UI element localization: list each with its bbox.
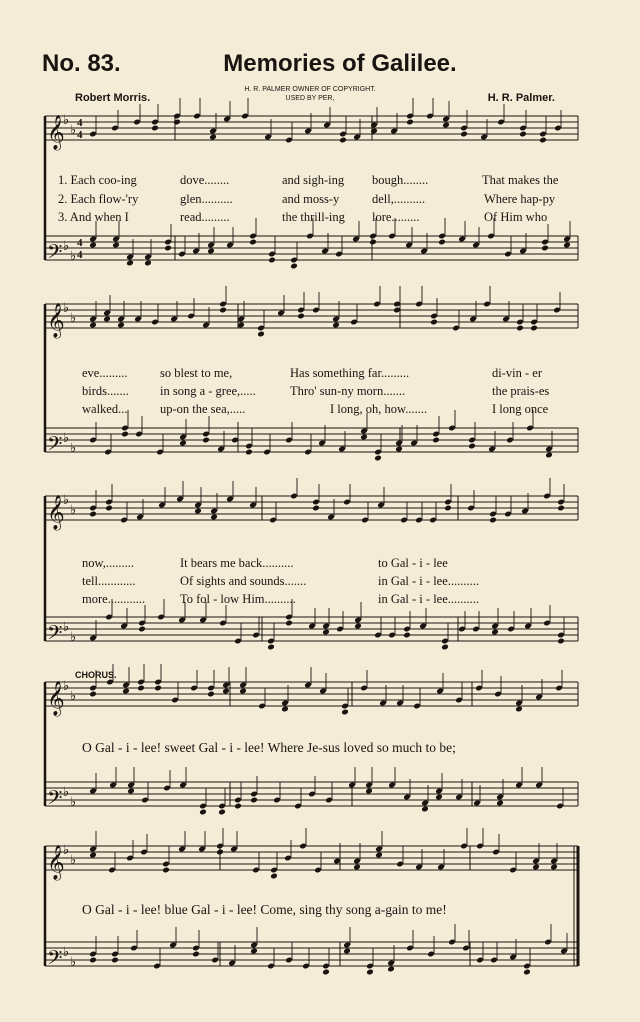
notehead [207, 248, 215, 255]
lyric: more............ [82, 592, 146, 606]
notehead [218, 809, 226, 816]
time-signature: 4 [77, 117, 83, 129]
words-credit: Robert Morris. [75, 92, 151, 104]
flat-sign: ♭ [63, 944, 70, 959]
treble-clef: 𝄞 [47, 681, 65, 716]
flat-sign: ♭ [70, 248, 77, 263]
lyric: tell............ [82, 574, 136, 588]
notehead [257, 331, 265, 338]
notehead [557, 505, 565, 512]
flat-sign: ♭ [70, 440, 77, 455]
lyric: 1. Each coo-ing [58, 173, 137, 187]
lyric: I long, oh, how....... [330, 402, 428, 416]
copyright-line-1: H. R. PALMER OWNER OF COPYRIGHT. [244, 86, 376, 93]
notehead [332, 322, 340, 329]
flat-sign: ♭ [70, 502, 77, 517]
notehead [210, 514, 218, 521]
notehead [89, 957, 97, 964]
treble-clef: 𝄞 [47, 115, 65, 150]
lyric: 2. Each flow-'ry [58, 192, 139, 206]
notehead [164, 245, 172, 252]
flat-sign: ♭ [63, 678, 70, 693]
notehead [523, 969, 531, 976]
notehead [173, 119, 181, 126]
lyric: glen.......... [180, 192, 233, 206]
lyric: up-on the sea,..... [160, 402, 246, 416]
flat-sign: ♭ [70, 122, 77, 137]
notehead [199, 809, 207, 816]
notehead [179, 440, 187, 447]
notehead [406, 119, 414, 126]
notehead [442, 122, 450, 129]
lyric: birds....... [82, 384, 129, 398]
lyric: and sigh-ing [282, 173, 345, 187]
notehead [89, 511, 97, 518]
notehead [126, 260, 134, 267]
notehead [268, 257, 276, 264]
flat-sign: ♭ [63, 784, 70, 799]
lyric: the prais-es [492, 384, 550, 398]
lyric: di-vin - er [492, 366, 542, 380]
notehead [421, 806, 429, 813]
notehead [222, 688, 230, 695]
notehead [557, 638, 565, 645]
notehead [219, 307, 227, 314]
notehead [365, 788, 373, 795]
notehead [234, 803, 242, 810]
notehead [403, 632, 411, 639]
notehead [270, 873, 278, 880]
lyric: bough........ [372, 173, 429, 187]
notehead [519, 131, 527, 138]
lyric: It bears me back.......... [180, 556, 294, 570]
notehead [111, 957, 119, 964]
lyric: Of sights and sounds....... [180, 574, 307, 588]
notehead [144, 260, 152, 267]
notehead [374, 455, 382, 462]
notehead [89, 322, 97, 329]
notehead [441, 644, 449, 651]
notehead [202, 437, 210, 444]
flat-sign: ♭ [70, 954, 77, 969]
notehead [541, 245, 549, 252]
treble-clef: 𝄞 [47, 303, 65, 338]
notehead [515, 706, 523, 713]
lyric: to Gal - i - lee [378, 556, 448, 570]
hymn-title: Memories of Galilee. [223, 50, 457, 77]
notehead [209, 134, 217, 141]
chorus-lyric-1: O Gal - i - lee! sweet Gal - i - lee! Where Je-sus loved so much to be; [82, 740, 456, 755]
notehead [496, 800, 504, 807]
lyric: walked... [82, 402, 128, 416]
bass-clef: 𝄢 [47, 621, 63, 649]
notehead [444, 505, 452, 512]
lyric: Thro' sun-ny morn....... [290, 384, 406, 398]
notehead [353, 864, 361, 871]
bass-clef: 𝄢 [47, 240, 63, 268]
notehead [341, 709, 349, 716]
lyric: Has something far......... [290, 366, 410, 380]
notehead [297, 313, 305, 320]
notehead [435, 794, 443, 801]
lyric: the thrill-ing [282, 210, 345, 224]
notehead [89, 242, 97, 249]
notehead [489, 517, 497, 524]
flat-sign: ♭ [63, 112, 70, 127]
flat-sign: ♭ [63, 842, 70, 857]
lyric: Of Him who [484, 210, 548, 224]
notehead [216, 849, 224, 856]
notehead [354, 623, 362, 630]
notehead [245, 449, 253, 456]
bass-clef: 𝄢 [47, 432, 63, 460]
notehead [438, 239, 446, 246]
notehead [103, 316, 111, 323]
flat-sign: ♭ [70, 310, 77, 325]
notehead [151, 125, 159, 132]
notehead [154, 685, 162, 692]
notehead [290, 263, 298, 270]
notehead [137, 685, 145, 692]
lyric: 3. And when I [58, 210, 129, 224]
notehead [370, 128, 378, 135]
bass-clef: 𝄢 [47, 946, 63, 974]
lyric: read......... [180, 210, 230, 224]
notehead [516, 325, 524, 332]
notehead [138, 626, 146, 633]
time-signature: 4 [77, 249, 83, 261]
flat-sign: ♭ [63, 619, 70, 634]
lyric: in Gal - i - lee.......... [378, 574, 480, 588]
notehead [366, 969, 374, 976]
notehead [360, 434, 368, 441]
lyric: so blest to me, [160, 366, 233, 380]
notehead [267, 644, 275, 651]
notehead [122, 688, 130, 695]
notehead [530, 325, 538, 332]
notehead [249, 239, 257, 246]
notehead [312, 505, 320, 512]
lyric: To fol - low Him.......... [180, 592, 296, 606]
notehead [460, 131, 468, 138]
notehead [250, 948, 258, 955]
notehead [545, 452, 553, 459]
flat-sign: ♭ [70, 688, 77, 703]
time-signature: 4 [77, 129, 83, 141]
notehead [281, 706, 289, 713]
treble-clef: 𝄞 [47, 845, 65, 880]
notehead [369, 239, 377, 246]
notehead [162, 867, 170, 874]
notehead [322, 969, 330, 976]
music-credit: H. R. Palmer. [487, 92, 555, 104]
chorus-lyric-2: O Gal - i - lee! blue Gal - i - lee! Come, sing thy song a-gain to me! [82, 902, 447, 917]
flat-sign: ♭ [70, 629, 77, 644]
lyric: eve......... [82, 366, 128, 380]
notehead [343, 948, 351, 955]
notehead [127, 788, 135, 795]
lyric: dove........ [180, 173, 230, 187]
notehead [491, 629, 499, 636]
notehead [375, 852, 383, 859]
chorus-label: CHORUS. [75, 670, 117, 680]
lyric: dell,.......... [372, 192, 426, 206]
notehead [89, 691, 97, 698]
notehead [322, 629, 330, 636]
lyric: in Gal - i - lee.......... [378, 592, 480, 606]
flat-sign: ♭ [63, 300, 70, 315]
notehead [117, 322, 125, 329]
notehead [112, 242, 120, 249]
notehead [563, 242, 571, 249]
notehead [239, 688, 247, 695]
notehead [194, 508, 202, 515]
notehead [539, 137, 547, 144]
notehead [207, 691, 215, 698]
lyric: lore......... [372, 210, 420, 224]
lyric: and moss-y [282, 192, 340, 206]
notehead [105, 505, 113, 512]
lyric: now,......... [82, 556, 134, 570]
lyric: Where hap-py [484, 192, 556, 206]
notehead [121, 431, 129, 438]
notehead [285, 620, 293, 627]
hymn-number: No. 83. [42, 50, 121, 77]
flat-sign: ♭ [63, 430, 70, 445]
notehead [532, 864, 540, 871]
notehead [395, 446, 403, 453]
flat-sign: ♭ [70, 852, 77, 867]
flat-sign: ♭ [63, 492, 70, 507]
notehead [432, 437, 440, 444]
lyric: in song a - gree,..... [160, 384, 256, 398]
flat-sign: ♭ [70, 794, 77, 809]
copyright-line-2: USED BY PER, [285, 95, 335, 102]
treble-clef: 𝄞 [47, 495, 65, 530]
notehead [89, 852, 97, 859]
lyric: I long once [492, 402, 549, 416]
bass-clef: 𝄢 [47, 786, 63, 814]
notehead [550, 864, 558, 871]
time-signature: 4 [77, 237, 83, 249]
notehead [430, 319, 438, 326]
flat-sign: ♭ [63, 238, 70, 253]
notehead [387, 966, 395, 973]
notehead [192, 951, 200, 958]
notehead [468, 443, 476, 450]
notehead [250, 797, 258, 804]
notehead [339, 137, 347, 144]
lyric: That makes the [482, 173, 559, 187]
